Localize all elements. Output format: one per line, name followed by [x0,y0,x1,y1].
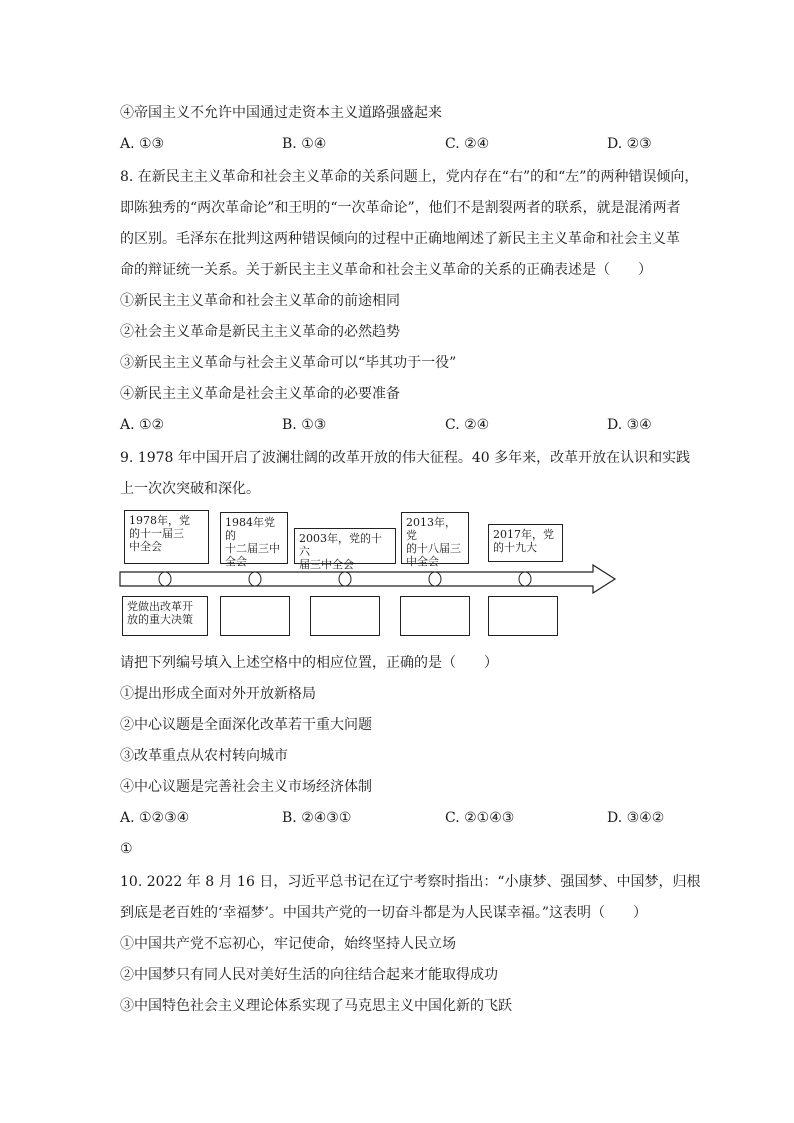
q7-option-c[interactable]: C. ②④ [445,136,490,152]
timeline-arrow-shape [120,565,615,593]
q8-stem-line-2: 即陈独秀的“两次革命论”和王明的“一次革命论”，他们不是割裂两者的联系，就是混淆两者 [120,200,681,216]
timeline-node-3 [339,572,351,586]
q9-item-2: ②中心议题是全面深化改革若干重大问题 [120,717,372,733]
q7-option-d[interactable]: D. ②③ [607,136,652,152]
q7-option-b[interactable]: B. ①④ [282,136,327,152]
q9-item-3: ③改革重点从农村转向城市 [120,748,288,764]
timeline-node-2 [249,572,261,586]
q8-stem-line-1: 8. 在新民主主义革命和社会主义革命的关系问题上，党内存在“右”的和“左”的两种错误倾向， [120,169,699,185]
q8-option-c[interactable]: C. ②④ [445,417,490,433]
q8-item-1: ①新民主主义革命和社会主义革命的前途相同 [120,293,400,309]
q8-item-2: ②社会主义革命是新民主主义革命的必然趋势 [120,324,400,340]
timeline-box-1984: 1984年党的 十二届三中 全会 [220,512,288,564]
q8-stem-line-4: 命的辩证统一关系。关于新民主主义革命和社会主义革命的关系的正确表述是（ ） [120,262,652,278]
q8-options [120,415,680,435]
q9-item-1: ①提出形成全面对外开放新格局 [120,686,316,702]
timeline-answer-blank-2[interactable] [220,596,290,636]
q10-stem-line-2: 到底是老百姓的‘幸福梦’。中国共产党的一切奋斗都是为人民谋幸福。”这表明（ ） [120,905,648,921]
timeline-box-1978: 1978年，党 的十一届三 中全会 [124,510,209,564]
q9-options [120,808,680,828]
timeline-node-4 [429,572,441,586]
timeline-answer-blank-3[interactable] [310,596,380,636]
q10-item-3: ③中国特色社会主义理论体系实现了马克思主义中国化新的飞跃 [120,998,512,1014]
q9-option-c[interactable]: C. ②①④③ [445,810,515,826]
timeline-node-1 [159,572,171,586]
timeline-box-2017: 2017年，党 的十九大 [488,524,563,562]
q9-option-d[interactable]: D. ③④② [607,810,665,826]
q8-option-d[interactable]: D. ③④ [607,417,652,433]
q8-item-3: ③新民主主义革命与社会主义革命可以“毕其功于一役” [120,355,457,371]
timeline-node-5 [519,572,531,586]
timeline-box-2003: 2003年，党的十六 届三中全会 [294,528,396,564]
q10-item-1: ①中国共产党不忘初心，牢记使命，始终坚持人民立场 [120,936,456,952]
q9-option-b[interactable]: B. ②④③① [282,810,352,826]
q9-stem-line-2: 上一次次突破和深化。 [120,481,260,497]
q9-prompt: 请把下列编号填入上述空格中的相应位置，正确的是（ ） [120,655,498,671]
q7-options [120,134,680,154]
timeline-answer-blank-5[interactable] [488,596,558,636]
q9-stem-line-1: 9. 1978 年中国开启了波澜壮阔的改革开放的伟大征程。40 多年来，改革开放在认识和实践 [120,450,691,466]
q7-option-a[interactable]: A. ①③ [120,136,165,152]
q9-option-a[interactable]: A. ①②③④ [120,810,190,826]
timeline-arrow [118,562,618,594]
timeline-box-2013: 2013年，党 的十八届三 中全会 [401,512,469,564]
q7-item-4: ④帝国主义不允许中国通过走资本主义道路强盛起来 [120,105,442,121]
q8-stem-line-3: 的区别。毛泽东在批判这两种错误倾向的过程中正确地阐述了新民主主义革命和社会主义革 [120,231,680,247]
q8-item-4: ④新民主主义革命是社会主义革命的必要准备 [120,386,400,402]
q10-stem-line-1: 10. 2022 年 8 月 16 日，习近平总书记在辽宁考察时指出：“小康梦、强国梦、中国梦，归根 [120,874,701,890]
q8-option-a[interactable]: A. ①② [120,417,165,433]
timeline-answer-box-1: 党做出改革开 放的重大决策 [122,596,208,636]
timeline-answer-blank-4[interactable] [400,596,470,636]
q8-option-b[interactable]: B. ①③ [282,417,327,433]
q10-item-2: ②中国梦只有同人民对美好生活的向往结合起来才能取得成功 [120,967,498,983]
reform-timeline-diagram [118,506,618,641]
q9-option-d-wrap: ① [120,841,133,857]
q9-item-4: ④中心议题是完善社会主义市场经济体制 [120,779,372,795]
